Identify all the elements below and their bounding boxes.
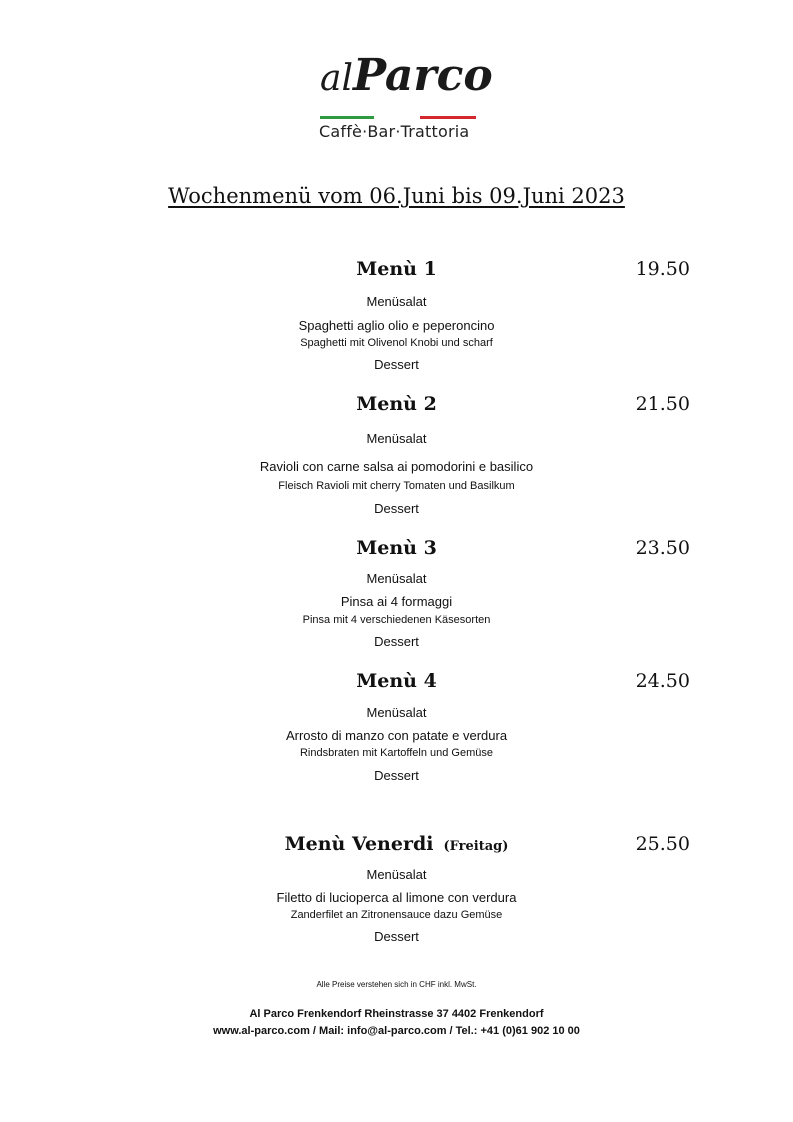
menu-venerdi-note: (Freitag) — [443, 839, 509, 854]
logo-red-stripe — [420, 116, 476, 119]
logo-green-stripe — [320, 116, 374, 119]
logo-tagline: Caffè·Bar·Trattoria — [319, 122, 470, 141]
menu-venerdi-dessert: Dessert — [374, 929, 419, 944]
menu-venerdi-dish: Filetto di lucioperca al limone con verdura — [276, 890, 517, 905]
menu-2-price: 21.50 — [635, 393, 690, 415]
menu-3-dessert: Dessert — [374, 634, 419, 649]
menu-3-price: 23.50 — [635, 537, 690, 559]
menu-1-dish: Spaghetti aglio olio e peperoncino — [298, 318, 495, 333]
menu-1-price: 19.50 — [635, 258, 690, 280]
menu-1-dish-de: Spaghetti mit Olivenol Knobi und scharf — [300, 337, 493, 349]
menu-4-dish-de: Rindsbraten mit Kartoffeln und Gemüse — [299, 747, 493, 759]
logo-wordmark — [320, 50, 493, 101]
menu-4-dish: Arrosto di manzo con patate e verdura — [285, 728, 508, 743]
menu-2-dish-de: Fleisch Ravioli mit cherry Tomaten und Basilkum — [278, 480, 515, 492]
menu-3-title: Menù 3 — [356, 537, 437, 559]
page-title: Wochenmenü vom 06.Juni bis 09.Juni 2023 — [168, 184, 625, 208]
menu-venerdi-dish-de: Zanderfilet an Zitronensauce dazu Gemüse — [290, 909, 503, 921]
menu-2-title: Menù 2 — [356, 393, 437, 415]
footer-address: Al Parco Frenkendorf Rheinstrasse 37 4402 Frenkendorf — [249, 1008, 544, 1020]
menu-2-salad: Menüsalat — [366, 431, 427, 446]
menu-3-dish-de: Pinsa mit 4 verschiedenen Käsesorten — [302, 614, 491, 626]
menu-1-salad: Menüsalat — [366, 294, 427, 309]
menu-4-dessert: Dessert — [374, 768, 419, 783]
vat-note: Alle Preise verstehen sich in CHF inkl. MwSt. — [316, 980, 477, 989]
menu-4-price: 24.50 — [635, 670, 690, 692]
menu-4-title: Menù 4 — [356, 670, 437, 692]
menu-3-dish: Pinsa ai 4 formaggi — [340, 594, 453, 609]
menu-3-salad: Menüsalat — [366, 571, 427, 586]
menu-4-salad: Menüsalat — [366, 705, 427, 720]
logo — [300, 44, 500, 154]
menu-venerdi-name: Menù Venerdi — [284, 833, 434, 855]
menu-1-title: Menù 1 — [356, 258, 437, 280]
footer-contact: www.al-parco.com / Mail: info@al-parco.com / Tel.: +41 (0)61 902 10 00 — [213, 1025, 580, 1037]
logo-name: Parco — [352, 50, 493, 101]
menu-1-dessert: Dessert — [374, 357, 419, 372]
logo-prefix: al — [320, 58, 353, 99]
menu-venerdi-price: 25.50 — [635, 833, 690, 855]
menu-2-dessert: Dessert — [374, 501, 419, 516]
menu-venerdi-salad: Menüsalat — [366, 867, 427, 882]
menu-2-dish: Ravioli con carne salsa ai pomodorini e basilico — [259, 459, 534, 474]
